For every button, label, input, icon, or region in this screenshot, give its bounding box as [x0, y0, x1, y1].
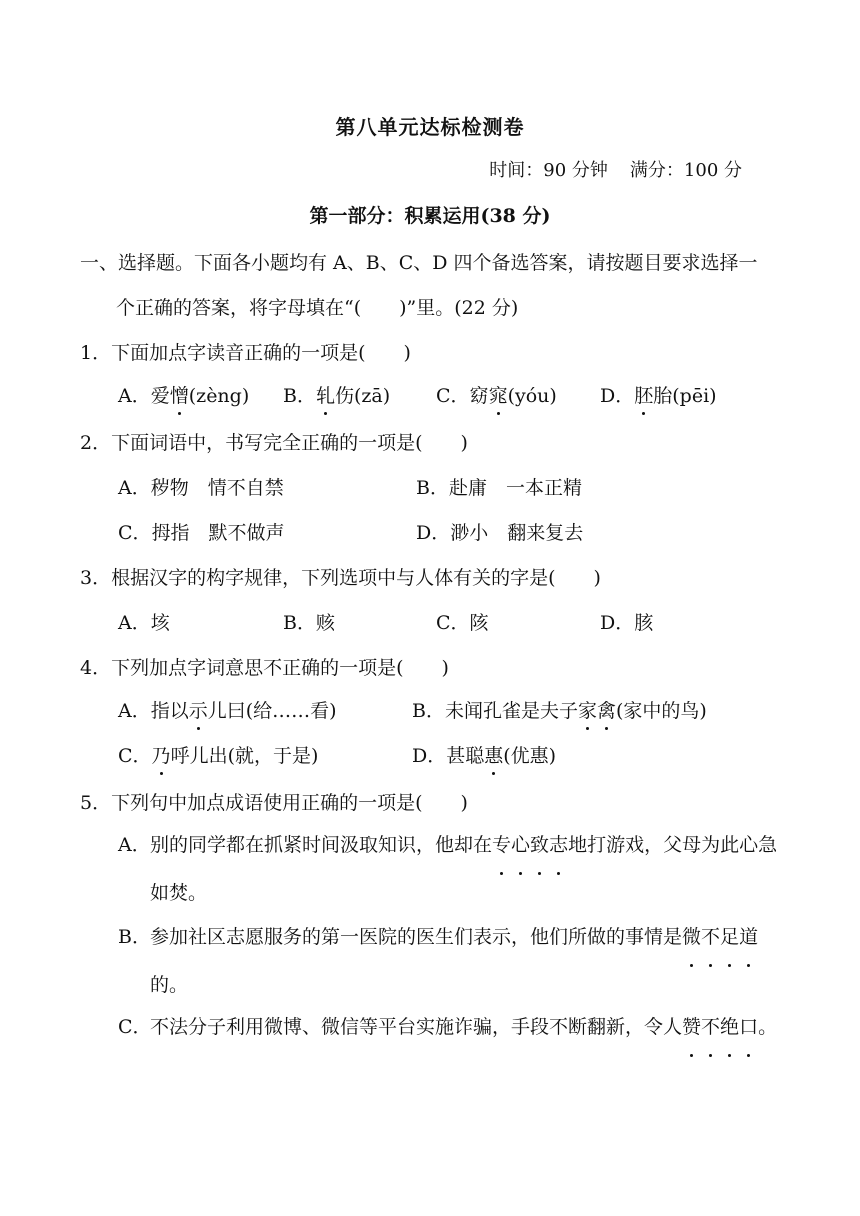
- dotted-char: [492, 834, 568, 856]
- question-4-option-b: B．未闻孔雀是夫子家禽(家中的鸟): [412, 700, 707, 722]
- dotted-char: 轧: [315, 385, 335, 407]
- dotted-char: 志: [549, 821, 568, 869]
- dotted-char: 禽: [597, 700, 617, 722]
- dotted-char: 惠: [484, 745, 504, 767]
- question-1-option-a: A．爱憎(zèng): [118, 385, 250, 407]
- question-4-option-c: C．乃呼儿出(就，于是): [118, 745, 319, 767]
- question-3-stem: 3．根据汉字的构字规律，下列选项中与人体有关的字是( ): [80, 567, 601, 589]
- dotted-char: 口: [739, 1003, 758, 1051]
- question-1-option-b: B．轧伤(zā): [283, 385, 391, 407]
- question-3-option-c: C．陔: [436, 612, 489, 634]
- question-2-option-a: A．秽物 情不自禁: [118, 477, 284, 499]
- question-3-option-a: A．垓: [118, 612, 170, 634]
- time-limit: 时间：90 分钟: [489, 160, 608, 181]
- dotted-char: 致: [530, 821, 549, 869]
- page-title: 第八单元达标检测卷: [335, 115, 525, 139]
- question-1-option-d: D．胚胎(pēi): [600, 385, 717, 407]
- dotted-char: 不: [701, 1003, 720, 1051]
- question-5-option-c-letter: C．: [118, 1016, 152, 1038]
- dotted-char: [578, 700, 616, 722]
- dotted-char: 心: [511, 821, 530, 869]
- part-heading: 第一部分：积累运用(38 分): [309, 205, 551, 227]
- exam-meta: [489, 158, 742, 184]
- question-1-option-c: C．窈窕(yóu): [436, 385, 557, 407]
- dotted-char: 专: [492, 821, 511, 869]
- question-5-stem: 5．下列句中加点成语使用正确的一项是( ): [80, 792, 468, 814]
- section-instruction-line1: 一、选择题。下面各小题均有 A、B、C、D 四个备选答案，请按题目要求选择一: [80, 252, 758, 274]
- question-4-option-a: A．指以示儿曰(给……看): [118, 700, 337, 722]
- dotted-char: 乃: [151, 745, 171, 767]
- dotted-char: 道: [739, 913, 758, 961]
- question-3-option-d: D．胲: [600, 612, 654, 634]
- full-score: 满分：100 分: [629, 160, 742, 181]
- question-2-option-c: C．拇指 默不做声: [118, 522, 285, 544]
- dotted-char: 憎: [169, 385, 189, 407]
- dotted-char: [682, 1016, 758, 1038]
- question-5-option-a: 别的同学都在抓紧时间汲取知识，他却在专心致志地打游戏，父母为此心急如焚。: [150, 821, 790, 917]
- question-4-stem: 4．下列加点字词意思不正确的一项是( ): [80, 657, 449, 679]
- section-instruction-line2: 个正确的答案，将字母填在“( )”里。(22 分): [116, 297, 519, 319]
- dotted-char: 足: [720, 913, 739, 961]
- question-2-option-b: B．赴庸 一本正精: [416, 477, 582, 499]
- dotted-char: 绝: [720, 1003, 739, 1051]
- dotted-char: 微: [682, 913, 701, 961]
- dotted-char: 不: [701, 913, 720, 961]
- question-5-option-a-letter: A．: [118, 834, 151, 856]
- question-2-stem: 2．下面词语中，书写完全正确的一项是( ): [80, 432, 468, 454]
- question-2-option-d: D．渺小 翻来复去: [416, 522, 584, 544]
- question-4-option-d: D．甚聪惠(优惠): [412, 745, 557, 767]
- dotted-char: 胚: [634, 385, 654, 407]
- question-5-option-b-letter: B．: [118, 926, 151, 948]
- dotted-char: 家: [577, 700, 597, 722]
- question-5-option-c: 不法分子利用微博、微信等平台实施诈骗，手段不断翻新，令人赞不绝口。: [150, 1003, 790, 1051]
- question-1-stem: 1．下面加点字读音正确的一项是( ): [80, 342, 411, 364]
- dotted-char: 窕: [488, 385, 508, 407]
- dotted-char: [682, 926, 758, 948]
- question-5-option-b: 参加社区志愿服务的第一医院的医生们表示，他们所做的事情是微不足道的。: [150, 913, 790, 1009]
- question-3-option-b: B．赅: [283, 612, 335, 634]
- dotted-char: 赞: [682, 1003, 701, 1051]
- dotted-char: 示: [188, 700, 208, 722]
